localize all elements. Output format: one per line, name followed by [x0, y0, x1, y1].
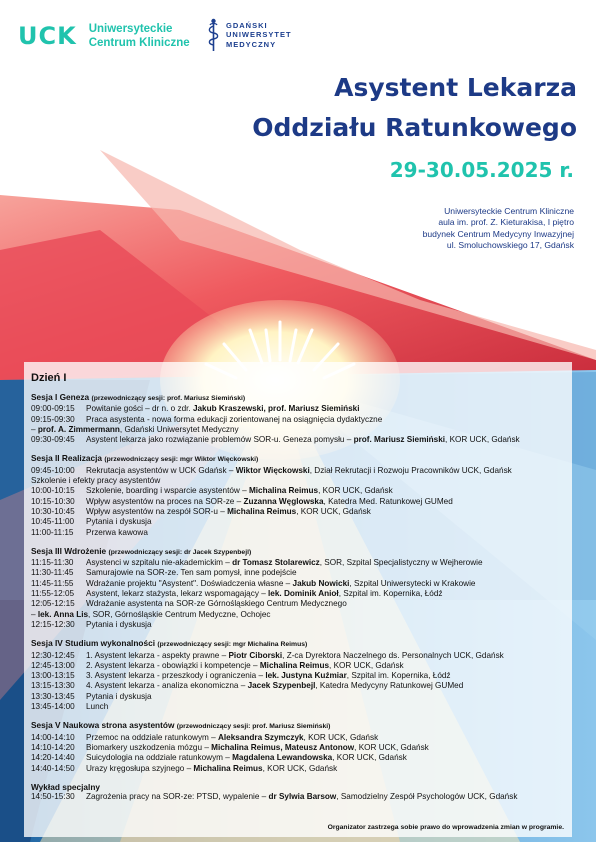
- agenda-speaker: Aleksandra Szymczyk: [217, 732, 304, 742]
- uck-logo: [18, 22, 190, 50]
- agenda-item: [31, 651, 566, 661]
- agenda-item: [31, 753, 566, 763]
- session-block: [31, 392, 566, 445]
- session-heading: [31, 782, 566, 792]
- agenda-affiliation: , Z-ca Dyrektora Naczelnego ds. Personalnych UCK, Gdańsk: [282, 650, 504, 660]
- agenda-speaker: Michalina Reimus: [259, 660, 330, 670]
- agenda-topic: Urazy kręgosłupa szyjnego –: [86, 763, 194, 773]
- agenda-time: 11:15-11:30: [31, 558, 74, 568]
- session-title: Sesja II Realizacja: [31, 453, 103, 464]
- uck-logo-mark: UCK: [18, 22, 77, 50]
- agenda-time: 14:40-14:50: [31, 763, 75, 773]
- agenda-item: [31, 743, 566, 753]
- agenda-time: 09:30-09:45: [31, 435, 75, 445]
- session-chair: (przewodniczący sesji: dr Jacek Szypenbejl): [108, 548, 252, 556]
- agenda-speaker: Jakub Nowicki: [292, 578, 350, 588]
- agenda-topic: 3. Asystent lekarza - przeszkody i ograniczenia –: [86, 671, 266, 681]
- agenda-topic: 2. Asystent lekarza - obowiązki i kompetencje –: [86, 660, 260, 670]
- agenda-time: 10:15-10:30: [31, 496, 75, 506]
- caduceus-icon: [207, 18, 220, 52]
- agenda-topic: Praca asystenta - nowa forma edukacji zorientowanej na osiągnięcia dydaktyczne: [86, 414, 383, 424]
- agenda-time: 12:05-12:15: [31, 599, 75, 609]
- venue-line: budynek Centrum Medycyny Inwazyjnej: [422, 228, 574, 239]
- agenda-speaker: Zuzanna Węglowska: [243, 496, 324, 506]
- agenda-speaker: lek. Justyna Kuźmiar: [265, 671, 347, 681]
- agenda-topic: Wdrażanie asystenta na SOR-ze Górnośląskiego Centrum Medycznego: [86, 599, 347, 609]
- agenda-item: [31, 620, 566, 630]
- agenda-time: 11:45-11:55: [31, 578, 74, 588]
- agenda-topic: Samurajowie na SOR-ze. Ten sam pomysł, inne podejście: [86, 568, 297, 578]
- agenda-item: [31, 681, 566, 691]
- agenda-time: 14:20-14:40: [31, 753, 75, 763]
- title-line: Oddziału Ratunkowego: [252, 113, 577, 142]
- agenda-item: [31, 476, 566, 486]
- session-title: Sesja III Wdrożenie: [31, 545, 107, 556]
- agenda-time: 13:15-13:30: [31, 681, 75, 691]
- agenda-topic: Suicydologia na oddziale ratunkowym –: [86, 753, 233, 763]
- agenda-topic: Asystenci w szpitalu nie-akademickim –: [86, 558, 233, 568]
- session-chair: (przewodniczący sesji: prof. Mariusz Siemiński): [91, 395, 246, 402]
- agenda-time: 12:15-12:30: [31, 619, 75, 629]
- session-title: Sesja IV Studium wykonalności: [31, 638, 156, 649]
- agenda-speaker: Wiktor Więckowski: [235, 465, 310, 475]
- agenda-item: [31, 610, 566, 620]
- agenda-time: 10:45-11:00: [31, 517, 75, 527]
- venue-line: ul. Smoluchowskiego 17, Gdańsk: [446, 239, 574, 250]
- agenda-topic: 1. Asystent lekarza - aspekty prawne –: [86, 650, 229, 660]
- agenda-item: [31, 792, 566, 802]
- agenda-topic: Powitanie gości – dr n. o zdr.: [86, 404, 193, 414]
- agenda-speaker: lek. Anna Lis: [37, 609, 89, 619]
- session-block: [31, 638, 566, 712]
- session-block: [31, 546, 566, 630]
- agenda-item: [31, 497, 566, 507]
- gumed-logo-line: GDAŃSKI: [226, 20, 268, 30]
- gumed-logo-text: [226, 21, 292, 50]
- agenda-time: 09:45-10:00: [31, 465, 75, 475]
- agenda-speaker: Michalina Reimus, Mateusz Antonow: [211, 742, 355, 752]
- agenda-speaker: Michalina Reimus: [248, 486, 319, 496]
- venue-line: Uniwersyteckie Centrum Kliniczne: [444, 206, 574, 216]
- session-title: Wykład specjalny: [31, 781, 101, 792]
- agenda-topic: Wpływ asystentów na zespół SOR-u –: [86, 506, 228, 516]
- agenda-affiliation: , SOR, Szpital Specjalistyczny w Wejherowie: [319, 558, 483, 568]
- agenda-item: [31, 404, 566, 414]
- uck-logo-line: Centrum Kliniczne: [88, 37, 190, 49]
- agenda-time: 13:00-13:15: [31, 671, 75, 681]
- session-heading: [31, 546, 566, 558]
- page-title: [252, 68, 577, 148]
- agenda-item: [31, 415, 566, 425]
- session-chair: (przewodniczący sesji: prof. Mariusz Siemiński): [176, 723, 331, 731]
- agenda-affiliation: , KOR UCK, Gdańsk: [262, 763, 338, 773]
- agenda-topic: –: [31, 609, 38, 619]
- title-line: Asystent Lekarza: [334, 73, 577, 102]
- agenda-item: [31, 568, 566, 578]
- agenda-affiliation: , Szpital im. Kopernika, Łódź: [338, 589, 443, 599]
- agenda-item: [31, 486, 566, 496]
- agenda-speaker: Magdalena Lewandowska: [232, 753, 333, 763]
- agenda-time: 14:50-15:30: [31, 792, 75, 802]
- agenda-time: 09:00-09:15: [31, 404, 75, 414]
- session-title: Sesja V Naukowa strona asystentów: [31, 720, 175, 731]
- agenda-speaker: Jacek Szypenbejl: [247, 681, 316, 691]
- agenda-item: [31, 692, 566, 702]
- agenda-speaker: Piotr Ciborski: [228, 650, 283, 660]
- sessions-list: [31, 392, 566, 802]
- agenda-topic: Przemoc na oddziale ratunkowym –: [86, 732, 218, 742]
- agenda-affiliation: , Samodzielny Zespół Psychologów UCK, Gdańsk: [336, 792, 518, 802]
- session-heading: [31, 453, 566, 465]
- agenda-time: 13:45-14:00: [31, 702, 75, 712]
- agenda-affiliation: , KOR UCK, Gdańsk: [318, 486, 393, 496]
- agenda-affiliation: , SOR, Górnośląskie Centrum Medyczne, Ochojec: [88, 609, 271, 619]
- session-heading: [31, 720, 566, 732]
- agenda-item: [31, 661, 566, 671]
- agenda-affiliation: , KOR UCK, Gdańsk: [354, 742, 429, 752]
- agenda-affiliation: , KOR UCK, Gdańsk: [296, 506, 371, 516]
- program-panel: [24, 362, 572, 837]
- agenda-item: [31, 517, 566, 527]
- session-block: [31, 720, 566, 773]
- agenda-item: [31, 558, 566, 568]
- day-heading: Dzień I: [31, 372, 67, 384]
- session-heading: [31, 392, 566, 404]
- agenda-item: [31, 528, 566, 538]
- agenda-affiliation: , KOR UCK, Gdańsk: [303, 732, 379, 742]
- disclaimer-note: Organizator zastrzega sobie prawo do wprowadzenia zmian w programie.: [327, 824, 564, 831]
- uck-logo-line: Uniwersyteckie: [88, 23, 173, 35]
- agenda-item: [31, 435, 566, 445]
- agenda-item: [31, 466, 566, 476]
- agenda-affiliation: , Katedra Medycyny Ratunkowej GUMed: [315, 681, 464, 691]
- agenda-item: [31, 764, 566, 774]
- session-block: [31, 782, 566, 803]
- agenda-affiliation: , KOR UCK, Gdańsk: [329, 660, 404, 670]
- agenda-topic: Asystent lekarza jako rozwiązanie problemów SOR-u. Geneza pomysłu –: [86, 435, 354, 445]
- agenda-time: 14:00-14:10: [31, 732, 75, 742]
- agenda-item: [31, 671, 566, 681]
- agenda-speaker: Jakub Kraszewski, prof. Mariusz Siemiński: [192, 404, 360, 414]
- agenda-speaker: dr Sylwia Barsow: [268, 792, 337, 802]
- session-chair: (przewodniczący sesji: mgr Michalina Reimus): [157, 641, 308, 649]
- agenda-affiliation: , Gdański Uniwersytet Medyczny: [119, 424, 239, 434]
- agenda-topic: Pytania i dyskusja: [86, 691, 152, 701]
- agenda-time: 12:45-13:00: [31, 660, 75, 670]
- session-chair: (przewodniczący sesji: mgr Wiktor Więckowski): [104, 456, 259, 464]
- session-title: Sesja I Geneza: [31, 392, 90, 402]
- agenda-time: 09:15-09:30: [31, 414, 75, 424]
- agenda-time: 11:30-11:45: [31, 568, 74, 578]
- agenda-time: 10:00-10:15: [31, 486, 75, 496]
- gumed-logo-line: MEDYCZNY: [226, 39, 277, 49]
- agenda-affiliation: , Szpital im. Kopernika, Łódź: [346, 671, 451, 681]
- agenda-topic: Pytania i dyskusja: [86, 619, 152, 629]
- session-block: [31, 453, 566, 537]
- agenda-item: [31, 733, 566, 743]
- agenda-topic: –: [31, 424, 38, 434]
- agenda-topic: Wpływ asystentów na proces na SOR-ze –: [86, 496, 244, 506]
- gumed-logo-line: UNIWERSYTET: [226, 30, 292, 40]
- agenda-speaker: prof. A. Zimmermann: [37, 424, 120, 434]
- agenda-time: 10:30-10:45: [31, 506, 75, 516]
- agenda-topic: Lunch: [86, 702, 109, 712]
- agenda-topic: Asystent, lekarz stażysta, lekarz wspomagający –: [86, 589, 269, 599]
- agenda-time: 12:30-12:45: [31, 650, 75, 660]
- agenda-speaker: Michalina Reimus: [227, 506, 297, 516]
- agenda-topic: Rekrutacja asystentów w UCK Gdańsk –: [86, 465, 236, 475]
- agenda-speaker: lek. Dominik Anioł: [268, 589, 339, 599]
- agenda-item: [31, 507, 566, 517]
- agenda-speaker: Michalina Reimus: [193, 763, 263, 773]
- agenda-affiliation: , Dział Rekrutacji i Rozwoju Pracowników UCK, Gdańsk: [309, 465, 512, 475]
- agenda-topic: Zagrożenia pracy na SOR-ze: PTSD, wypalenie –: [86, 792, 269, 802]
- agenda-affiliation: , KOR UCK, Gdańsk: [445, 435, 520, 445]
- agenda-speaker: dr Tomasz Stolarewicz: [232, 558, 320, 568]
- agenda-time: 14:10-14:20: [31, 742, 75, 752]
- agenda-topic: Wdrażanie projektu "Asystent". Doświadczenia własne –: [86, 578, 293, 588]
- agenda-item: [31, 425, 566, 435]
- venue-address: [423, 206, 574, 251]
- agenda-time: 11:00-11:15: [31, 527, 74, 537]
- agenda-time: 11:55-12:05: [31, 589, 75, 599]
- agenda-time: 13:30-13:45: [31, 691, 75, 701]
- agenda-topic: Biomarkery uszkodzenia mózgu –: [86, 742, 212, 752]
- gumed-logo: [207, 18, 292, 52]
- agenda-item: [31, 599, 566, 609]
- session-heading: [31, 638, 566, 650]
- agenda-affiliation: , Szpital Uniwersytecki w Krakowie: [349, 578, 476, 588]
- venue-line: aula im. prof. Z. Kieturakisa, I piętro: [438, 217, 574, 228]
- agenda-topic: Pytania i dyskusja: [86, 517, 152, 527]
- agenda-affiliation: , KOR UCK, Gdańsk: [332, 753, 407, 763]
- agenda-speaker: prof. Mariusz Siemiński: [353, 435, 446, 445]
- agenda-topic: Szkolenie i efekty pracy asystentów: [31, 476, 161, 486]
- agenda-topic: Przerwa kawowa: [86, 527, 148, 537]
- agenda-item: [31, 579, 566, 589]
- uck-logo-text: [89, 22, 190, 50]
- agenda-item: [31, 702, 566, 712]
- agenda-affiliation: , Katedra Med. Ratunkowej GUMed: [323, 496, 453, 506]
- event-date: 29-30.05.2025 r.: [389, 158, 574, 182]
- agenda-topic: Szkolenie, boarding i wsparcie asystentów –: [86, 486, 249, 496]
- agenda-item: [31, 589, 566, 599]
- agenda-topic: 4. Asystent lekarza - analiza ekonomiczna –: [86, 681, 248, 691]
